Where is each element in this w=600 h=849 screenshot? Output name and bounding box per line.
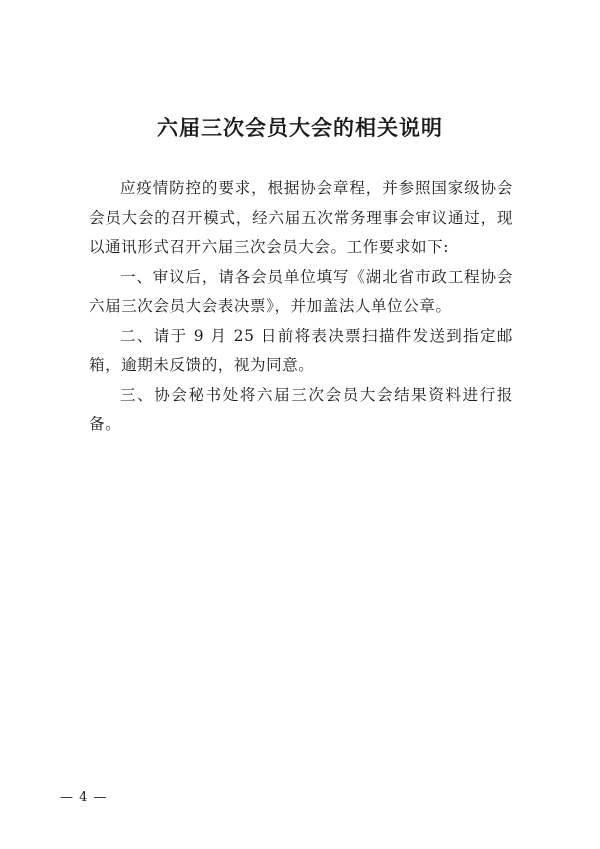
paragraph-item-3: 三、协会秘书处将六届三次会员大会结果资料进行报备。 [89,385,513,433]
document-body [89,174,513,440]
paragraph-item-2: 二、请于 9 月 25 日前将表决票扫描件发送到指定邮箱，逾期未反馈的，视为同意。 [89,326,513,374]
paragraph-intro: 应疫情防控的要求，根据协会章程，并参照国家级协会会员大会的召开模式，经六届五次常务理事会审议通过，现以通讯形式召开六届三次会员大会。工作要求如下: [89,179,513,256]
document-title: 六届三次会员大会的相关说明 [157,116,443,140]
paragraph-item-1: 一、审议后，请各会员单位填写《湖北省市政工程协会六届三次会员大会表决票》，并加盖法人单位公章。 [89,267,513,315]
page-number: — 4 — [60,790,108,805]
